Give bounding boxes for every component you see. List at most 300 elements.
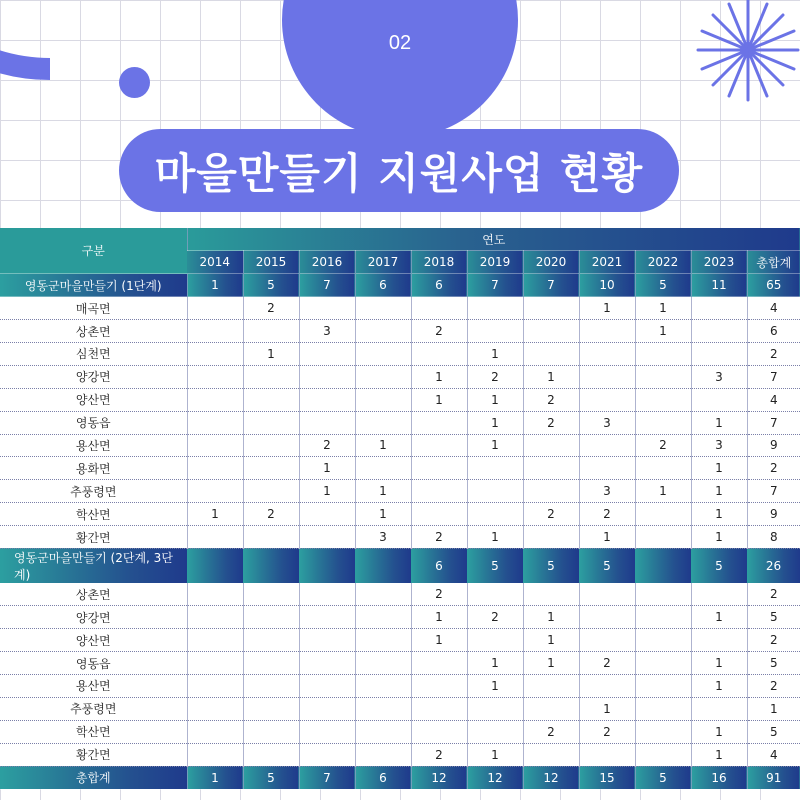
row-value — [635, 697, 691, 720]
row-label: 추풍령면 — [0, 480, 187, 503]
row-value: 1 — [691, 503, 747, 526]
row-value: 3 — [355, 526, 411, 549]
row-label: 황간면 — [0, 743, 187, 766]
section-value: 5 — [523, 548, 579, 583]
row-value — [187, 388, 243, 411]
row-value — [299, 720, 355, 743]
row-value — [691, 629, 747, 652]
row-value: 2 — [747, 675, 800, 698]
row-label: 매곡면 — [0, 297, 187, 320]
header-column: 2014 — [187, 251, 243, 274]
total-value: 16 — [691, 766, 747, 789]
row-value: 1 — [299, 480, 355, 503]
row-value: 1 — [691, 652, 747, 675]
row-value — [523, 743, 579, 766]
decorative-dot — [119, 67, 150, 98]
table-header-row — [0, 228, 800, 251]
row-value — [691, 583, 747, 606]
table-row — [0, 457, 800, 480]
table-row — [0, 652, 800, 675]
row-label: 상촌면 — [0, 320, 187, 343]
row-value — [299, 652, 355, 675]
row-value — [355, 342, 411, 365]
row-value — [411, 434, 467, 457]
row-value — [691, 388, 747, 411]
header-column: 2021 — [579, 251, 635, 274]
section-number: 02 — [388, 32, 412, 54]
row-value — [187, 434, 243, 457]
row-value: 3 — [579, 480, 635, 503]
row-value: 2 — [747, 342, 800, 365]
row-value: 5 — [747, 606, 800, 629]
row-value: 2 — [523, 720, 579, 743]
row-value — [467, 583, 523, 606]
row-value: 7 — [747, 365, 800, 388]
row-label: 용산면 — [0, 434, 187, 457]
row-value: 1 — [299, 457, 355, 480]
row-value: 2 — [579, 652, 635, 675]
row-value — [187, 297, 243, 320]
row-value — [243, 629, 299, 652]
section-label: 영동군마을만들기 (2단계, 3단계) — [0, 548, 187, 583]
table-row — [0, 297, 800, 320]
row-label: 상촌면 — [0, 583, 187, 606]
page-title: 마을만들기 지원사업 현황 — [119, 129, 679, 212]
header-year-group: 연도 — [187, 228, 800, 251]
row-value — [467, 480, 523, 503]
row-value: 1 — [691, 606, 747, 629]
row-value — [579, 583, 635, 606]
row-value — [691, 697, 747, 720]
row-value: 1 — [411, 388, 467, 411]
row-value — [579, 629, 635, 652]
row-value — [523, 320, 579, 343]
row-value — [243, 720, 299, 743]
row-value: 2 — [299, 434, 355, 457]
row-value: 2 — [411, 743, 467, 766]
row-value — [635, 743, 691, 766]
row-value — [635, 365, 691, 388]
row-value — [355, 720, 411, 743]
row-value — [523, 342, 579, 365]
row-value — [467, 697, 523, 720]
section-value — [299, 548, 355, 583]
row-value — [467, 297, 523, 320]
table-row — [0, 342, 800, 365]
section-value — [243, 548, 299, 583]
row-value — [635, 583, 691, 606]
row-value — [299, 526, 355, 549]
row-value — [467, 629, 523, 652]
total-value: 12 — [467, 766, 523, 789]
section-value: 6 — [411, 274, 467, 297]
section-subtotal-row — [0, 274, 800, 297]
row-value: 1 — [523, 606, 579, 629]
row-value: 2 — [747, 583, 800, 606]
row-value — [523, 526, 579, 549]
row-label: 영동읍 — [0, 652, 187, 675]
section-value: 5 — [691, 548, 747, 583]
row-value — [187, 411, 243, 434]
row-value — [411, 457, 467, 480]
row-value: 9 — [747, 434, 800, 457]
row-value — [299, 411, 355, 434]
header-column: 2022 — [635, 251, 691, 274]
row-value: 1 — [523, 629, 579, 652]
row-value: 4 — [747, 743, 800, 766]
row-value — [243, 652, 299, 675]
row-value — [243, 457, 299, 480]
row-value — [411, 675, 467, 698]
section-label: 영동군마을만들기 (1단계) — [0, 274, 187, 297]
row-value — [355, 388, 411, 411]
row-value: 2 — [635, 434, 691, 457]
row-value: 2 — [579, 720, 635, 743]
row-value — [635, 606, 691, 629]
row-value — [523, 434, 579, 457]
section-value: 7 — [467, 274, 523, 297]
section-value: 7 — [299, 274, 355, 297]
row-value: 1 — [355, 480, 411, 503]
section-value: 11 — [691, 274, 747, 297]
total-value: 12 — [523, 766, 579, 789]
table-row — [0, 411, 800, 434]
row-value: 3 — [691, 365, 747, 388]
row-value: 9 — [747, 503, 800, 526]
header-column: 총합계 — [747, 251, 800, 274]
table-row — [0, 365, 800, 388]
header-column: 2019 — [467, 251, 523, 274]
row-value: 1 — [747, 697, 800, 720]
header-column: 2018 — [411, 251, 467, 274]
row-value — [411, 342, 467, 365]
section-value: 7 — [523, 274, 579, 297]
row-value — [299, 743, 355, 766]
total-value: 6 — [355, 766, 411, 789]
row-value — [411, 297, 467, 320]
row-value — [187, 675, 243, 698]
row-value — [355, 320, 411, 343]
row-label: 학산면 — [0, 503, 187, 526]
row-value: 7 — [747, 411, 800, 434]
row-value: 1 — [467, 743, 523, 766]
row-value — [355, 697, 411, 720]
row-value — [579, 675, 635, 698]
row-value: 2 — [411, 583, 467, 606]
row-value: 1 — [355, 503, 411, 526]
row-value — [299, 388, 355, 411]
row-value: 2 — [467, 606, 523, 629]
row-value: 1 — [523, 652, 579, 675]
total-value: 12 — [411, 766, 467, 789]
row-value — [243, 743, 299, 766]
row-value — [355, 365, 411, 388]
row-value: 2 — [747, 457, 800, 480]
row-value — [691, 320, 747, 343]
table-row — [0, 503, 800, 526]
row-value — [635, 457, 691, 480]
total-value: 15 — [579, 766, 635, 789]
row-value: 2 — [243, 503, 299, 526]
row-value: 2 — [747, 629, 800, 652]
row-value — [579, 342, 635, 365]
header-column: 2015 — [243, 251, 299, 274]
row-value: 2 — [411, 320, 467, 343]
table-row — [0, 606, 800, 629]
row-value: 3 — [299, 320, 355, 343]
row-value: 1 — [467, 652, 523, 675]
table-row — [0, 526, 800, 549]
row-value: 1 — [411, 365, 467, 388]
row-value — [299, 606, 355, 629]
section-value: 26 — [747, 548, 800, 583]
section-number-circle — [282, 0, 518, 138]
row-value — [187, 480, 243, 503]
row-value: 1 — [243, 342, 299, 365]
row-value — [243, 365, 299, 388]
row-value: 5 — [747, 720, 800, 743]
row-value — [299, 629, 355, 652]
section-value — [187, 548, 243, 583]
row-value — [411, 503, 467, 526]
row-label: 영동읍 — [0, 411, 187, 434]
table-row — [0, 720, 800, 743]
row-label: 용화면 — [0, 457, 187, 480]
header-column: 2017 — [355, 251, 411, 274]
row-value — [523, 697, 579, 720]
row-value: 1 — [691, 526, 747, 549]
row-value — [579, 606, 635, 629]
row-value — [299, 583, 355, 606]
section-value: 5 — [467, 548, 523, 583]
row-value: 1 — [355, 434, 411, 457]
row-value — [243, 526, 299, 549]
row-value: 1 — [635, 320, 691, 343]
table-row — [0, 743, 800, 766]
section-value: 5 — [579, 548, 635, 583]
row-value — [635, 675, 691, 698]
row-value — [187, 629, 243, 652]
row-value — [299, 342, 355, 365]
row-value — [187, 526, 243, 549]
row-value — [355, 457, 411, 480]
row-label: 양강면 — [0, 606, 187, 629]
row-value — [523, 457, 579, 480]
row-value: 1 — [691, 480, 747, 503]
section-value: 6 — [411, 548, 467, 583]
row-value — [299, 697, 355, 720]
row-value — [187, 320, 243, 343]
row-value: 1 — [467, 342, 523, 365]
row-value — [187, 606, 243, 629]
row-value: 2 — [579, 503, 635, 526]
row-label: 추풍령면 — [0, 697, 187, 720]
row-label: 양산면 — [0, 629, 187, 652]
row-value — [243, 606, 299, 629]
row-value — [187, 365, 243, 388]
row-value — [411, 480, 467, 503]
total-value: 91 — [747, 766, 800, 789]
row-value — [635, 503, 691, 526]
row-value: 3 — [579, 411, 635, 434]
section-value: 5 — [635, 274, 691, 297]
header-column: 2016 — [299, 251, 355, 274]
row-value — [187, 583, 243, 606]
row-value — [243, 320, 299, 343]
header-column: 2023 — [691, 251, 747, 274]
row-value: 7 — [747, 480, 800, 503]
table-row — [0, 434, 800, 457]
row-value — [635, 342, 691, 365]
row-value — [187, 720, 243, 743]
row-value: 5 — [747, 652, 800, 675]
row-value: 2 — [523, 388, 579, 411]
row-value — [411, 697, 467, 720]
row-value: 2 — [523, 411, 579, 434]
row-label: 황간면 — [0, 526, 187, 549]
row-value: 1 — [635, 297, 691, 320]
row-value: 1 — [691, 675, 747, 698]
table-row — [0, 697, 800, 720]
row-label: 양강면 — [0, 365, 187, 388]
row-value — [411, 411, 467, 434]
row-value — [355, 606, 411, 629]
row-value — [299, 365, 355, 388]
table-row — [0, 675, 800, 698]
row-value — [355, 675, 411, 698]
row-value: 1 — [523, 365, 579, 388]
row-value — [579, 365, 635, 388]
row-value — [579, 388, 635, 411]
row-value — [411, 720, 467, 743]
row-value — [299, 297, 355, 320]
row-value — [635, 720, 691, 743]
row-value: 2 — [243, 297, 299, 320]
row-value — [523, 297, 579, 320]
row-label: 용산면 — [0, 675, 187, 698]
row-value: 1 — [579, 526, 635, 549]
row-value — [299, 503, 355, 526]
row-value: 4 — [747, 297, 800, 320]
total-value: 7 — [299, 766, 355, 789]
section-value — [635, 548, 691, 583]
row-value: 1 — [691, 743, 747, 766]
total-value: 1 — [187, 766, 243, 789]
row-value: 1 — [691, 457, 747, 480]
row-value: 2 — [411, 526, 467, 549]
row-value — [523, 675, 579, 698]
total-value: 5 — [243, 766, 299, 789]
row-value — [691, 297, 747, 320]
row-value — [635, 652, 691, 675]
row-value — [467, 320, 523, 343]
row-label: 학산면 — [0, 720, 187, 743]
row-value: 2 — [467, 365, 523, 388]
section-value: 10 — [579, 274, 635, 297]
row-value — [243, 675, 299, 698]
row-value: 1 — [691, 411, 747, 434]
row-value — [187, 697, 243, 720]
row-value — [243, 434, 299, 457]
row-value — [579, 320, 635, 343]
row-value — [635, 388, 691, 411]
row-label: 양산면 — [0, 388, 187, 411]
row-value — [299, 675, 355, 698]
grand-total-row — [0, 766, 800, 789]
row-value — [635, 411, 691, 434]
total-value: 5 — [635, 766, 691, 789]
row-value — [243, 411, 299, 434]
section-subtotal-row — [0, 548, 800, 583]
row-value: 1 — [579, 297, 635, 320]
row-value: 1 — [467, 434, 523, 457]
row-value — [467, 720, 523, 743]
section-value: 6 — [355, 274, 411, 297]
row-value — [355, 652, 411, 675]
row-value — [411, 652, 467, 675]
row-value — [635, 526, 691, 549]
row-label: 심천면 — [0, 342, 187, 365]
row-value — [187, 652, 243, 675]
row-value — [355, 297, 411, 320]
row-value — [355, 411, 411, 434]
row-value — [243, 388, 299, 411]
row-value — [187, 342, 243, 365]
row-value — [579, 434, 635, 457]
row-value — [635, 629, 691, 652]
row-value — [187, 457, 243, 480]
section-value: 1 — [187, 274, 243, 297]
row-value: 6 — [747, 320, 800, 343]
table-row — [0, 388, 800, 411]
row-value — [355, 583, 411, 606]
row-value — [467, 457, 523, 480]
row-value — [243, 480, 299, 503]
row-value: 1 — [467, 526, 523, 549]
row-value: 4 — [747, 388, 800, 411]
row-value — [579, 457, 635, 480]
row-value: 3 — [691, 434, 747, 457]
row-value: 2 — [523, 503, 579, 526]
row-value: 1 — [411, 629, 467, 652]
support-project-table — [0, 228, 800, 790]
header-category: 구분 — [0, 228, 187, 274]
row-value — [187, 743, 243, 766]
row-value: 1 — [411, 606, 467, 629]
table-row — [0, 320, 800, 343]
row-value — [523, 583, 579, 606]
section-value — [355, 548, 411, 583]
row-value — [467, 503, 523, 526]
row-value — [579, 743, 635, 766]
row-value — [523, 480, 579, 503]
row-value: 1 — [691, 720, 747, 743]
table-row — [0, 480, 800, 503]
row-value — [355, 629, 411, 652]
starburst-icon — [696, 0, 800, 102]
row-value — [355, 743, 411, 766]
row-value: 1 — [187, 503, 243, 526]
row-value: 1 — [467, 388, 523, 411]
table-row — [0, 583, 800, 606]
section-value: 5 — [243, 274, 299, 297]
total-label: 총합계 — [0, 766, 187, 789]
table-row — [0, 629, 800, 652]
row-value: 1 — [467, 411, 523, 434]
row-value: 1 — [579, 697, 635, 720]
header-column: 2020 — [523, 251, 579, 274]
row-value: 1 — [635, 480, 691, 503]
